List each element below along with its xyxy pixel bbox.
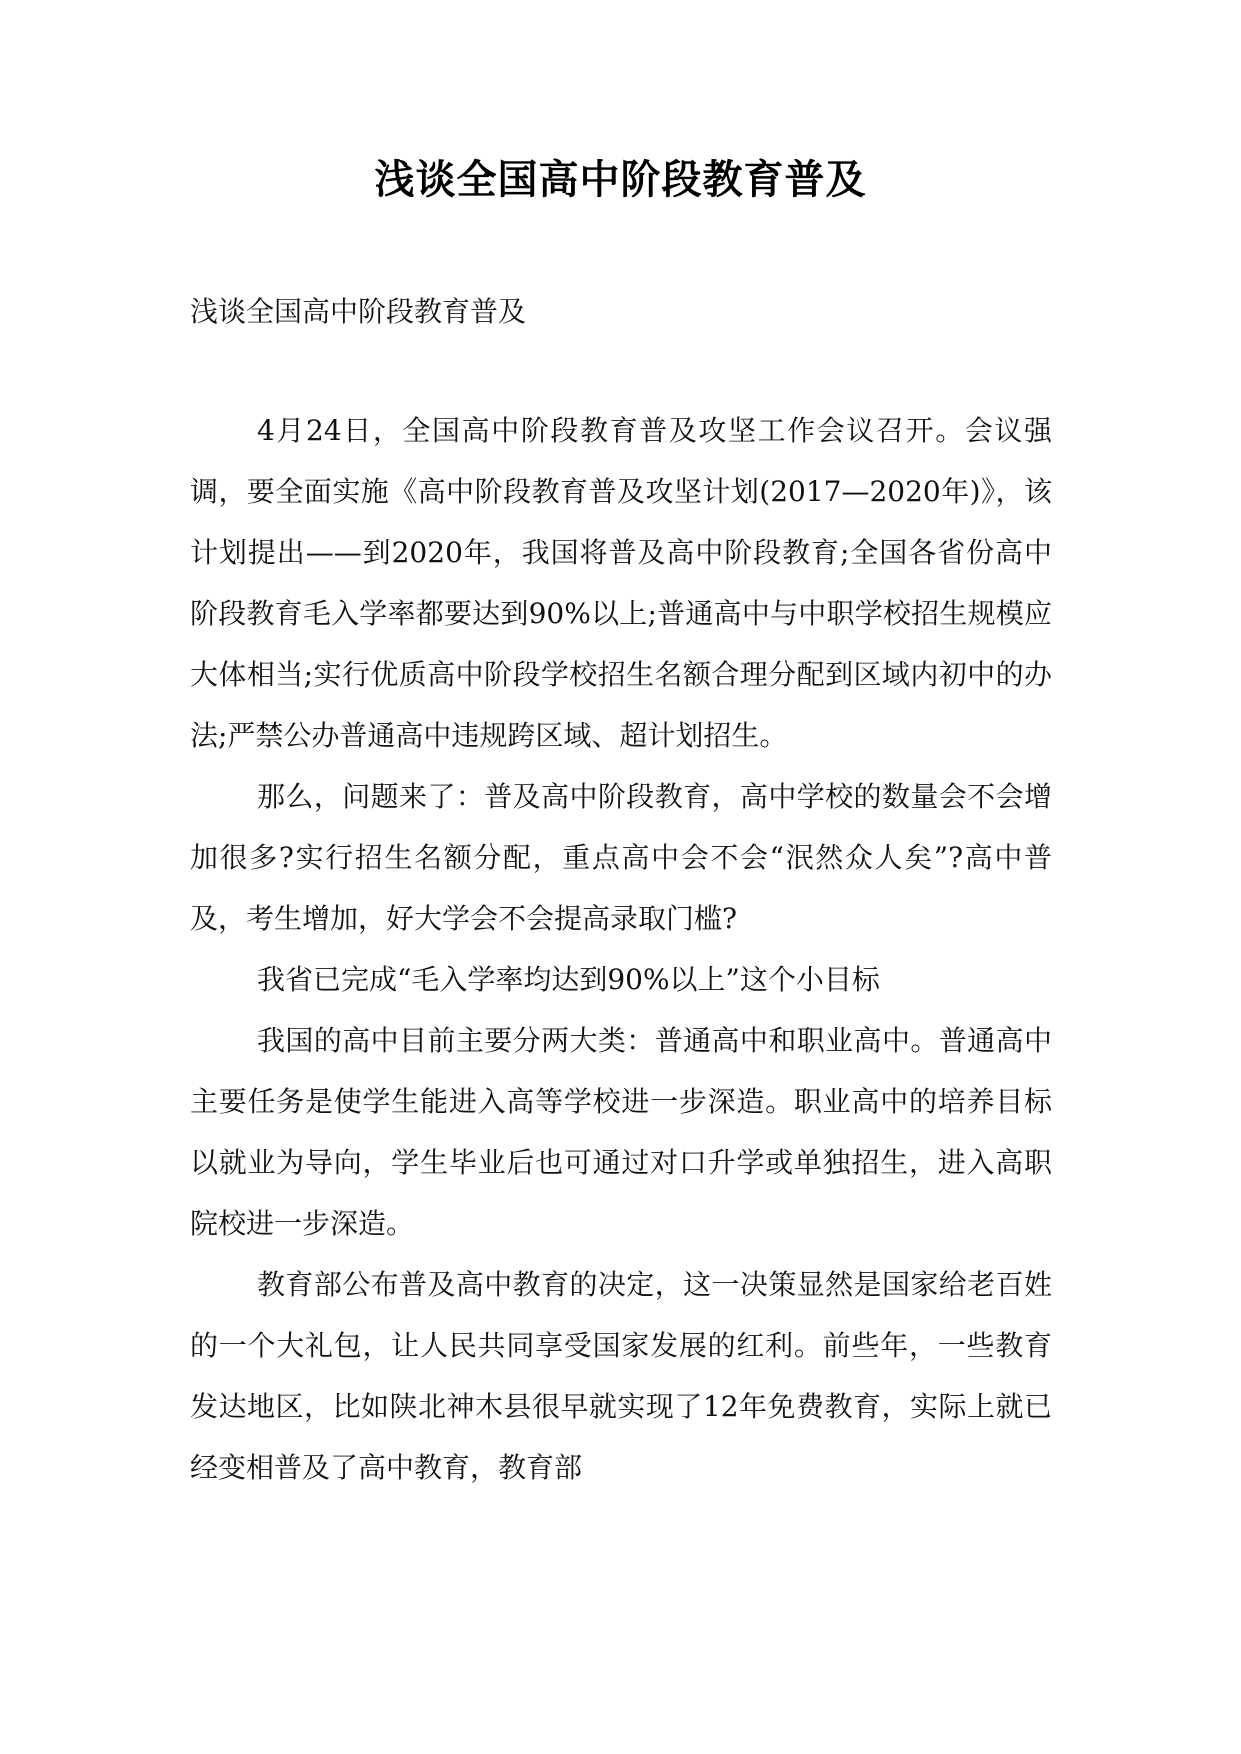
- paragraph-meeting: 4月24日，全国高中阶段教育普及攻坚工作会议召开。会议强调，要全面实施《高中阶段教育普及攻坚计划(2017—2020年)》，该计划提出——到2020年，我国将普及高中阶段教育;全国各省份高中阶段教育毛入学率都要达到90%以上;普通高中与中职学校招生规模应大体相当;实行优质高中阶段学校招生名额合理分配到区域内初中的办法;严禁公办普通高中违规跨区域、超计划招生。: [190, 414, 1052, 752]
- document-title: 浅谈全国高中阶段教育普及: [374, 157, 867, 203]
- paragraph-school-types: 我国的高中目前主要分两大类：普通高中和职业高中。普通高中主要任务是使学生能进入高等学校进一步深造。职业高中的培养目标以就业为导向，学生毕业后也可通过对口升学或单独招生，进入高职院校进一步深造。: [190, 1024, 1052, 1240]
- document-body: [190, 400, 1052, 1498]
- document-subtitle: 浅谈全国高中阶段教育普及: [190, 295, 527, 328]
- paragraph-questions: 那么，问题来了：普及高中阶段教育，高中学校的数量会不会增加很多?实行招生名额分配，重点高中会不会“泯然众人矣”?高中普及，考生增加，好大学会不会提高录取门槛?: [190, 780, 1052, 935]
- paragraph-ministry-decision: 教育部公布普及高中教育的决定，这一决策显然是国家给老百姓的一个大礼包，让人民共同享受国家发展的红利。前些年，一些教育发达地区，比如陕北神木县很早就实现了12年免费教育，实际上就已经变相普及了高中教育，教育部: [190, 1268, 1052, 1484]
- paragraph-section-heading: 我省已完成“毛入学率均达到90%以上”这个小目标: [257, 963, 880, 996]
